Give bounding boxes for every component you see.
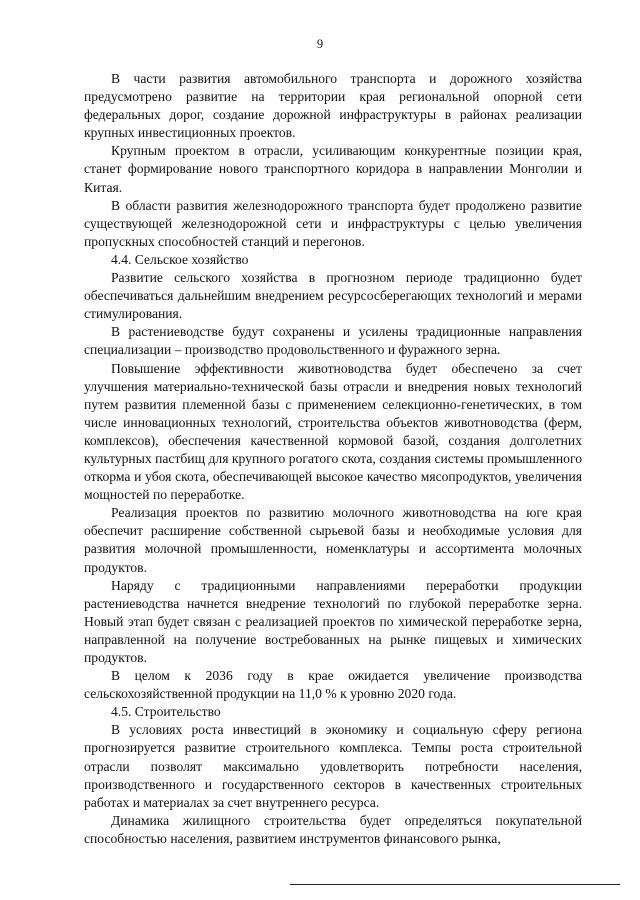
para-dairy: Реализация проектов по развитию молочного животноводства на юге края обеспечит расширение собственной сырьевой базы и необходимые условия для развития молочной промышленности, номенклатуры и ассортимента молочных продуктов. bbox=[84, 505, 582, 575]
para-transport-corridor: Крупным проектом в отрасли, усиливающим конкурентные позиции края, станет формирование нового транспортного коридора в направлении Монголии и Китая. bbox=[84, 143, 582, 195]
para-agri-forecast: В целом к 2036 году в крае ожидается увеличение производства сельскохозяйственной продукции на 11,0 % к уровню 2020 года. bbox=[84, 668, 582, 702]
para-railway: В области развития железнодорожного транспорта будет продолжено развитие существующей железнодорожной сети и инфраструктуры с целью увеличения пропускных способностей станций и перегонов. bbox=[84, 197, 582, 249]
document-body bbox=[84, 70, 582, 848]
footer-rule bbox=[290, 884, 620, 885]
para-grain-processing: Наряду с традиционными направлениями переработки продукции растениеводства начнется внедрение технологий по глубокой переработке зерна. Новый этап будет связан с реализацией проектов по химической переработке зерна, направленной на получение востребованных на рынке пищевых и химических продуктов. bbox=[84, 577, 582, 665]
para-housing-dynamics: Динамика жилищного строительства будет определяться покупательной способностью населения, развитием инструментов финансового рынка, bbox=[84, 812, 582, 846]
para-livestock: Повышение эффективности животноводства будет обеспечено за счет улучшения материально-технической базы отрасли и внедрения новых технологий путем развития племенной базы с применением селекционно-генетических, в том числе инновационных технологий, строительства объектов животноводства (ферм, комплексов), обеспечения качественной кормовой базой, создания долголетних культурных пастбищ для крупного рогатого скота, создания системы промышленного откорма и убоя скота, обеспечивающей высокое качество мясопродуктов, увеличения мощностей по переработке. bbox=[84, 360, 582, 503]
page-number: 9 bbox=[316, 37, 324, 51]
section-heading-agriculture: 4.4. Сельское хозяйство bbox=[111, 251, 249, 267]
para-transport-roads: В части развития автомобильного транспорта и дорожного хозяйства предусмотрено развитие на территории края региональной опорной сети федеральных дорог, создание дорожной инфраструктуры в районах реализации крупных инвестиционных проектов. bbox=[84, 71, 582, 141]
para-crop-production: В растениеводстве будут сохранены и усилены традиционные направления специализации – производство продовольственного и фуражного зерна. bbox=[84, 324, 582, 358]
para-agriculture-development: Развитие сельского хозяйства в прогнозном периоде традиционно будет обеспечиваться дальнейшим внедрением ресурсосберегающих технологий и мерами стимулирования. bbox=[84, 270, 582, 322]
para-construction-growth: В условиях роста инвестиций в экономику и социальную сферу региона прогнозируется развитие строительного комплекса. Темпы роста строительной отрасли позволят максимально удовлетворить потребности населения, производственного и государственного секторов в качественных строительных работах и материалах за счет внутреннего ресурса. bbox=[84, 722, 582, 810]
section-heading-construction: 4.5. Строительство bbox=[111, 704, 221, 720]
